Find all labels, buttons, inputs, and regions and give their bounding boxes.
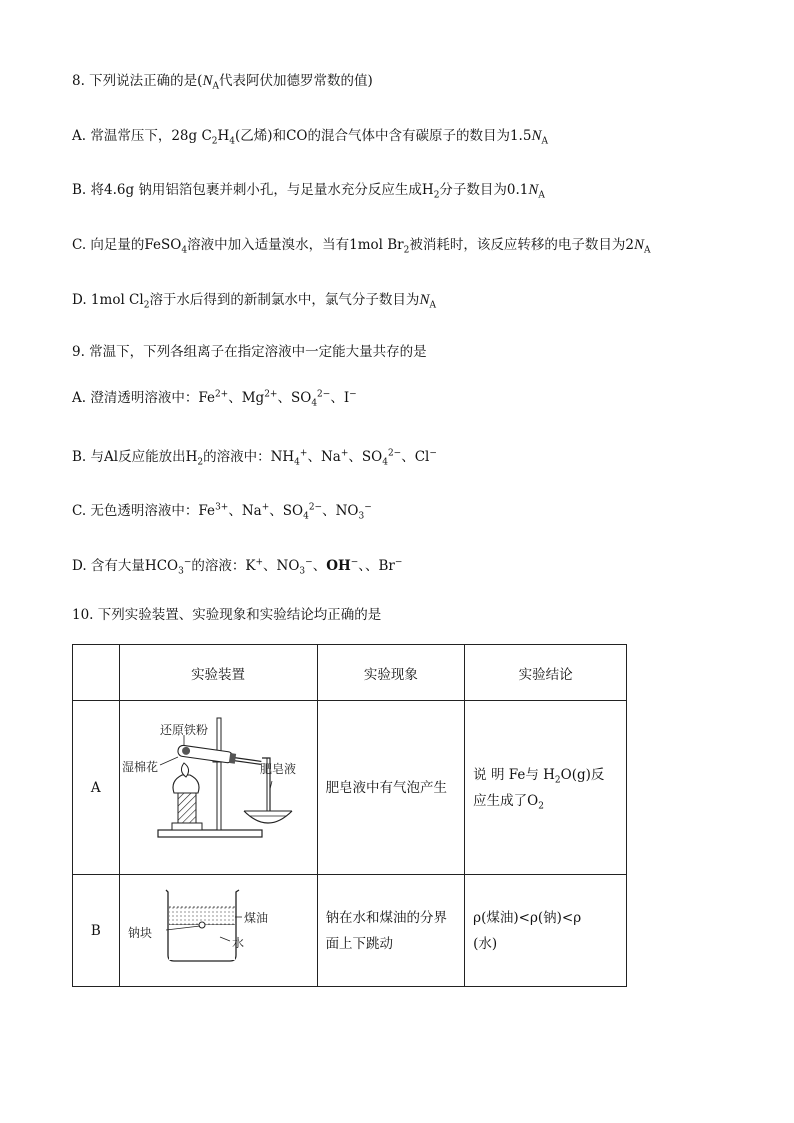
- q8-option-b: B. 将4.6g 钠用铝箔包裹并刺小孔，与足量水充分反应生成$H_2$分子数目为$0.1N_A$: [72, 182, 545, 201]
- q9-option-c: C. 无色透明溶液中：$Fe^{3+}$、Na+、$SO_4^{2-}$、$NO_3^-$: [72, 502, 372, 522]
- label-wet-cotton: 湿棉花: [121, 760, 158, 774]
- row-b-apparatus: [119, 875, 317, 987]
- experiment-table: [72, 644, 627, 987]
- q10-stem: 10. 下列实验装置、实验现象和实验结论均正确的是: [72, 607, 382, 623]
- q9-option-a: A. 澄清透明溶液中：$Fe^{2+}$、$Mg^{2+}$、$SO_4^{2-}$、I−: [72, 389, 357, 409]
- row-a-phenomenon: 肥皂液中有气泡产生: [317, 701, 465, 875]
- q9-option-b: B. 与Al反应能放出$H_2$的溶液中：$NH_4^+$、Na+、$SO_4^{2-}$、Cl−: [72, 448, 437, 468]
- table-row-a: [73, 701, 627, 875]
- q8-stem: 8. 下列说法正确的是($N_A$代表阿伏加德罗常数的值): [72, 73, 373, 92]
- q8-option-d: D. 1mol $Cl_2$溶于水后得到的新制氯水中，氯气分子数目为$N_A$: [72, 292, 436, 311]
- header-apparatus: 实验装置: [119, 645, 317, 701]
- iron-steam-apparatus-figure: [120, 701, 317, 870]
- label-water: 水: [231, 936, 244, 950]
- label-soap-solution: 肥皂液: [259, 762, 296, 776]
- row-b-label: B: [73, 875, 120, 987]
- row-a-apparatus: [119, 701, 317, 875]
- row-b-conclusion: ρ(煤油)<ρ(钠)<ρ (水): [465, 875, 627, 987]
- header-phenomenon: 实验现象: [317, 645, 465, 701]
- header-blank: [73, 645, 120, 701]
- label-iron-powder: 还原铁粉: [159, 723, 208, 737]
- label-sodium-block: 钠块: [127, 926, 152, 940]
- table-row-b: [73, 875, 627, 987]
- sodium-beaker-figure: [120, 875, 317, 982]
- q9-option-d: D. 含有大量$HCO_3^-$的溶液：K+、$NO_3^-$、OH−、、Br−: [72, 557, 403, 577]
- label-kerosene: 煤油: [243, 911, 268, 925]
- row-a-label: A: [73, 701, 120, 875]
- header-conclusion: 实验结论: [465, 645, 627, 701]
- table-header-row: [73, 645, 627, 701]
- q9-stem: 9. 常温下，下列各组离子在指定溶液中一定能大量共存的是: [72, 344, 427, 360]
- row-a-conclusion: 说 明 Fe与 $H_2O(g)$反 应生成了$O_2$: [465, 701, 627, 875]
- row-b-phenomenon: 钠在水和煤油的分界 面上下跳动: [317, 875, 465, 987]
- q8-option-c: C. 向足量的FeSO$_4$溶液中加入适量溴水，当有1mol $Br_2$被消耗时，该反应转移的电子数目为$2N_A$: [72, 237, 651, 256]
- q8-option-a: A. 常温常压下，28g $C_2H_4$(乙烯)和CO的混合气体中含有碳原子的数目为$1.5N_A$: [72, 128, 548, 147]
